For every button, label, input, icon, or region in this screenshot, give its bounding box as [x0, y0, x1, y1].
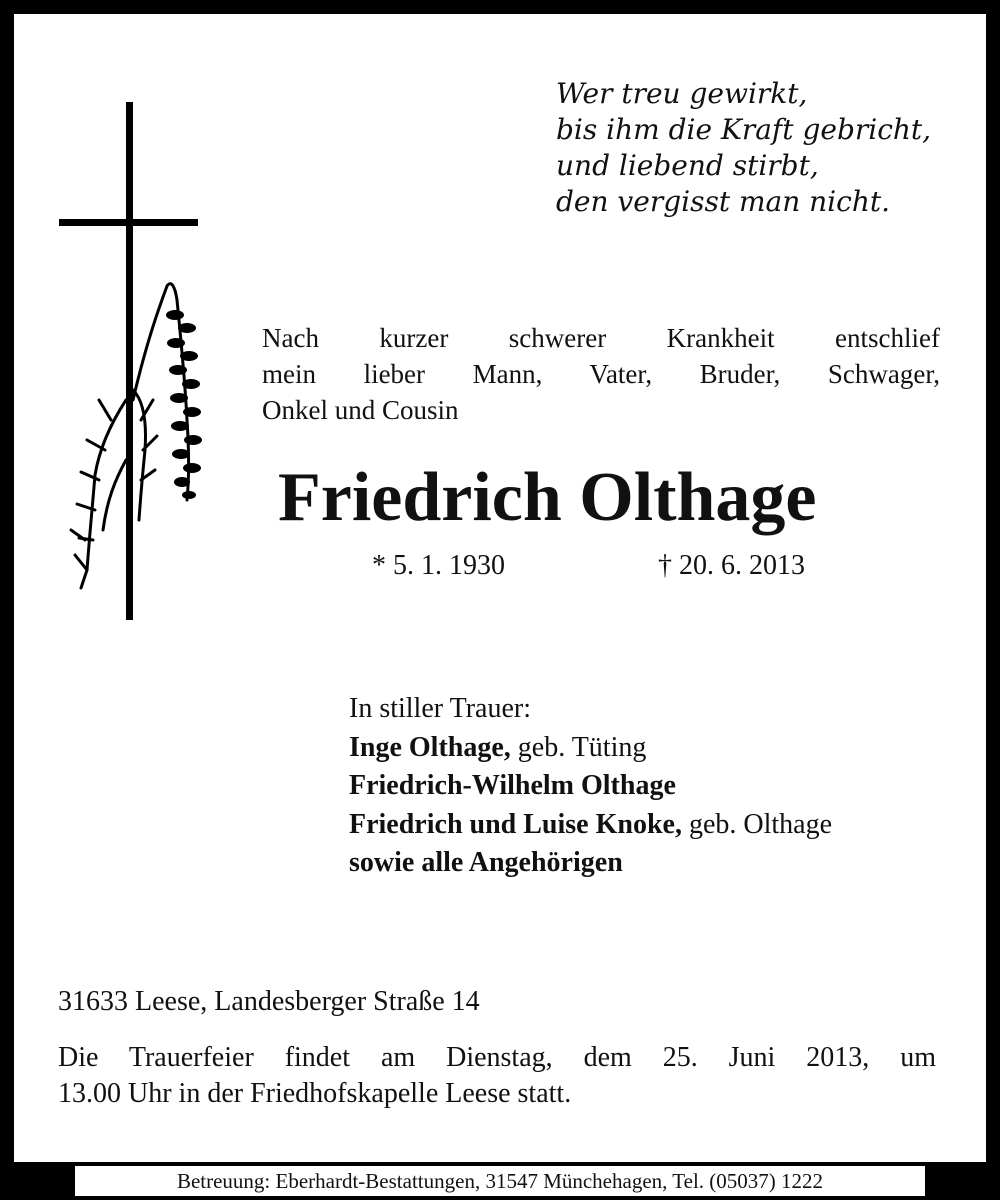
poem-line: bis ihm die Kraft gebricht,: [556, 113, 932, 146]
poem-line: den vergisst man nicht.: [556, 185, 891, 218]
deceased-name: Friedrich Olthage: [278, 459, 817, 536]
mourner-line: [349, 767, 832, 806]
mourners-list: [349, 690, 832, 883]
funeral-line: Die Trauerfeier findet am Dienstag, dem 25. Juni 2013, um: [58, 1042, 936, 1073]
birth-date: * 5. 1. 1930: [372, 550, 505, 581]
poem-line: Wer treu gewirkt,: [556, 77, 808, 110]
mourner-line: [349, 806, 832, 845]
cross-with-wheat-icon: [55, 100, 225, 625]
mourner-name: Friedrich-Wilhelm Olthage: [349, 770, 676, 801]
undertaker-credit: Betreuung: Eberhardt-Bestattungen, 31547 Münchehagen, Tel. (05037) 1222: [75, 1166, 925, 1196]
memorial-poem: [556, 76, 931, 220]
intro-line: Onkel und Cousin: [262, 395, 459, 425]
mourner-name: sowie alle Angehörigen: [349, 847, 623, 878]
footer-bar: [0, 1162, 1000, 1200]
intro-text: [262, 320, 940, 428]
mourner-detail: geb. Tüting: [510, 731, 647, 763]
mourners-heading: In stiller Trauer:: [349, 693, 531, 724]
mourner-name: Friedrich und Luise Knoke,: [349, 808, 682, 840]
mourner-line: [349, 729, 832, 768]
death-date: † 20. 6. 2013: [658, 550, 805, 581]
poem-line: und liebend stirbt,: [556, 149, 819, 182]
family-address: 31633 Leese, Landesberger Straße 14: [58, 986, 480, 1017]
funeral-line: 13.00 Uhr in der Friedhofskapelle Leese statt.: [58, 1078, 572, 1109]
mourner-detail: geb. Olthage: [681, 808, 832, 840]
intro-line: mein lieber Mann, Vater, Bruder, Schwager,: [262, 359, 940, 389]
mourner-line: [349, 844, 832, 883]
intro-line: Nach kurzer schwerer Krankheit entschlief: [262, 323, 940, 353]
mourner-name: Inge Olthage,: [349, 731, 511, 763]
funeral-notice: [58, 1040, 936, 1112]
